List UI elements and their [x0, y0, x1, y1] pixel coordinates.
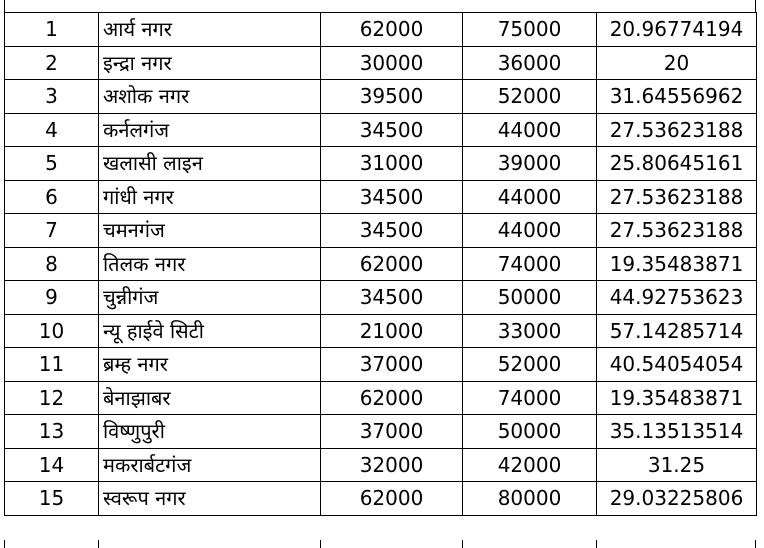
- serial-number-cell[interactable]: 10: [5, 314, 99, 348]
- value-2-cell[interactable]: 74000: [463, 247, 597, 281]
- table-row: [5, 381, 757, 415]
- table-row: [5, 247, 757, 281]
- value-2-cell[interactable]: 44000: [463, 113, 597, 147]
- table-body: [5, 13, 757, 516]
- table-row: [5, 13, 757, 47]
- table-top-edge-right: [755, 0, 756, 12]
- percentage-cell[interactable]: 25.80645161: [597, 147, 757, 181]
- serial-number-cell[interactable]: 12: [5, 381, 99, 415]
- table-row: [5, 448, 757, 482]
- table-row: [5, 180, 757, 214]
- value-1-cell[interactable]: 21000: [321, 314, 463, 348]
- serial-number-cell[interactable]: 14: [5, 448, 99, 482]
- value-1-cell[interactable]: 34500: [321, 113, 463, 147]
- locality-name-cell[interactable]: मकरार्बटगंज: [99, 448, 321, 482]
- value-1-cell[interactable]: 37000: [321, 348, 463, 382]
- locality-name-cell[interactable]: स्वरूप नगर: [99, 482, 321, 516]
- serial-number-cell[interactable]: 13: [5, 415, 99, 449]
- table-row: [5, 281, 757, 315]
- locality-name-cell[interactable]: इन्द्रा नगर: [99, 46, 321, 80]
- percentage-cell[interactable]: 40.54054054: [597, 348, 757, 382]
- locality-name-cell[interactable]: आर्य नगर: [99, 13, 321, 47]
- value-2-cell[interactable]: 44000: [463, 180, 597, 214]
- value-2-cell[interactable]: 50000: [463, 415, 597, 449]
- percentage-cell[interactable]: 19.35483871: [597, 381, 757, 415]
- percentage-cell[interactable]: 35.13513514: [597, 415, 757, 449]
- value-1-cell[interactable]: 34500: [321, 214, 463, 248]
- locality-name-cell[interactable]: खलासी लाइन: [99, 147, 321, 181]
- percentage-cell[interactable]: 27.53623188: [597, 180, 757, 214]
- value-1-cell[interactable]: 34500: [321, 180, 463, 214]
- value-2-cell[interactable]: 33000: [463, 314, 597, 348]
- table-row: [5, 348, 757, 382]
- value-2-cell[interactable]: 44000: [463, 214, 597, 248]
- serial-number-cell[interactable]: 15: [5, 482, 99, 516]
- value-2-cell[interactable]: 52000: [463, 80, 597, 114]
- table-border-continuation: [98, 540, 99, 548]
- value-1-cell[interactable]: 37000: [321, 415, 463, 449]
- percentage-cell[interactable]: 27.53623188: [597, 113, 757, 147]
- serial-number-cell[interactable]: 6: [5, 180, 99, 214]
- serial-number-cell[interactable]: 3: [5, 80, 99, 114]
- locality-name-cell[interactable]: न्यू हाईवे सिटी: [99, 314, 321, 348]
- percentage-cell[interactable]: 19.35483871: [597, 247, 757, 281]
- percentage-cell[interactable]: 57.14285714: [597, 314, 757, 348]
- value-2-cell[interactable]: 42000: [463, 448, 597, 482]
- locality-name-cell[interactable]: गांधी नगर: [99, 180, 321, 214]
- percentage-cell[interactable]: 20.96774194: [597, 13, 757, 47]
- serial-number-cell[interactable]: 11: [5, 348, 99, 382]
- table-border-continuation: [462, 540, 463, 548]
- locality-name-cell[interactable]: ब्रम्ह नगर: [99, 348, 321, 382]
- percentage-cell[interactable]: 20: [597, 46, 757, 80]
- table-row: [5, 482, 757, 516]
- value-1-cell[interactable]: 62000: [321, 482, 463, 516]
- serial-number-cell[interactable]: 2: [5, 46, 99, 80]
- locality-name-cell[interactable]: चुन्नीगंज: [99, 281, 321, 315]
- percentage-cell[interactable]: 29.03225806: [597, 482, 757, 516]
- value-2-cell[interactable]: 36000: [463, 46, 597, 80]
- value-1-cell[interactable]: 34500: [321, 281, 463, 315]
- table-row: [5, 113, 757, 147]
- serial-number-cell[interactable]: 5: [5, 147, 99, 181]
- serial-number-cell[interactable]: 9: [5, 281, 99, 315]
- value-1-cell[interactable]: 62000: [321, 381, 463, 415]
- value-2-cell[interactable]: 80000: [463, 482, 597, 516]
- value-1-cell[interactable]: 30000: [321, 46, 463, 80]
- table-row: [5, 80, 757, 114]
- table-border-continuation: [320, 540, 321, 548]
- table-row: [5, 147, 757, 181]
- value-2-cell[interactable]: 39000: [463, 147, 597, 181]
- locality-name-cell[interactable]: अशोक नगर: [99, 80, 321, 114]
- locality-name-cell[interactable]: बेनाझाबर: [99, 381, 321, 415]
- percentage-cell[interactable]: 31.25: [597, 448, 757, 482]
- locality-name-cell[interactable]: कर्नलगंज: [99, 113, 321, 147]
- percentage-cell[interactable]: 44.92753623: [597, 281, 757, 315]
- serial-number-cell[interactable]: 7: [5, 214, 99, 248]
- value-2-cell[interactable]: 50000: [463, 281, 597, 315]
- value-1-cell[interactable]: 32000: [321, 448, 463, 482]
- serial-number-cell[interactable]: 8: [5, 247, 99, 281]
- data-table: [4, 12, 757, 516]
- percentage-cell[interactable]: 27.53623188: [597, 214, 757, 248]
- value-2-cell[interactable]: 74000: [463, 381, 597, 415]
- table-row: [5, 214, 757, 248]
- value-1-cell[interactable]: 31000: [321, 147, 463, 181]
- value-1-cell[interactable]: 62000: [321, 13, 463, 47]
- table-top-edge-left: [4, 0, 5, 12]
- locality-name-cell[interactable]: विष्णुपुरी: [99, 415, 321, 449]
- percentage-cell[interactable]: 31.64556962: [597, 80, 757, 114]
- table-row: [5, 46, 757, 80]
- table-row: [5, 415, 757, 449]
- serial-number-cell[interactable]: 4: [5, 113, 99, 147]
- table-border-continuation: [4, 540, 5, 548]
- value-1-cell[interactable]: 39500: [321, 80, 463, 114]
- table-border-continuation: [755, 540, 756, 548]
- table-row: [5, 314, 757, 348]
- value-2-cell[interactable]: 75000: [463, 13, 597, 47]
- serial-number-cell[interactable]: 1: [5, 13, 99, 47]
- table-border-continuation: [596, 540, 597, 548]
- locality-name-cell[interactable]: तिलक नगर: [99, 247, 321, 281]
- locality-name-cell[interactable]: चमनगंज: [99, 214, 321, 248]
- value-2-cell[interactable]: 52000: [463, 348, 597, 382]
- value-1-cell[interactable]: 62000: [321, 247, 463, 281]
